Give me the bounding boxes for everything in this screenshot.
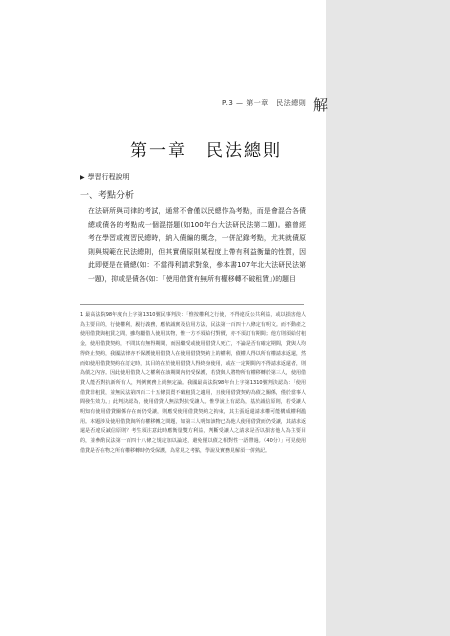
- guide-label: 學習行程說明: [87, 173, 130, 181]
- body-text: [88, 205, 306, 286]
- chapter-title: 第一章 民法總則: [130, 141, 282, 161]
- footnote-number: 1: [80, 312, 84, 318]
- section-title: 一、考點分析: [80, 191, 135, 201]
- running-head-side-char: 解: [313, 96, 329, 114]
- footnote-text: 最高法院98年度台上字第1310號民事判決：「惟按權利之行使，不得違反公共利益，或以損害他人為主要目的，行使權利，履行義務，應依誠實及信用方法，民法第一百四十八條定有明文。而不動產之使用借貸與租賃之間，雖均屬借人使用其物，惟一方不須給付對價，亦不須訂有期間；他方則須給付租金，使用借貸契約，不問其有無得期間，而因繼受或使用借貸人死亡，不論是否有確定期間，貸與人均得終止契約，我國法律亦不保護使用借貸人在使用借貸契約上的權利，債權人得以所有權請求返還，然而如使用借貸契約在訂定時，其目的在於使用借貸人得終身使用，或在一定期間內不得請求返還者，則為債之內容。因此使用借貸人之權利在該期間內仍受保護，若貸與人將物所有權移轉於第三人，使用借貸人能否對抗新所有人，判例實務上尚無定論。我國最高法院98年台上字第1310號判決認為：「使用借貸非租賃，並無民法第四百二十五條買賣不破租賃之適用，且使用借貸契約為債之關係，僅於當事人間發生效力。」此判決認為，使用借貸人無法對抗受讓人。惟學說上有認為，基於誠信原則，若受讓人明知有使用借貸關係存在而仍受讓，則應受使用借貸契約之拘束，其主張返還請求權可能構成權利濫用。本題涉及使用借貸與所有權移轉之問題，如第三人明知該物已為他人使用借貸而仍受讓，其請求返還是否違反誠信原則？考生須注意此時應衡量雙方利益，判斷受讓人之請求是否以損害他人為主要目的，並參酌民法第一百四十八條之規定加以論述，避免僅以債之相對性一語帶過。（40分）」可見使用借貸是否在物之所有權移轉時仍受保護，為常見之考點，學說及實務見解須一併熟記。: [80, 312, 306, 454]
- running-head: P.3 — 第一章 民法總則: [222, 99, 307, 107]
- footnote: [80, 311, 306, 457]
- footnote-divider: [80, 304, 304, 305]
- bullet-arrow-icon: ▶: [80, 173, 85, 181]
- body-paragraph: 在法研所與司律的考試，通常不會僅以民總作為考點，而是會混合各債總或債各的考點成一個混搭題(如100年台大法研民法第二題)。雖曾經考在學習或複習民總時，納入債編的概念，一併記錄考點，尤其就債原則與規範在民法總則，但其實債原則某程度上帶有利益衡量的性質，因此即便是在債總(如：不當得利請求對象，參本書107年北大法研民法第一題)，抑或是債各(如：「使用借貸有無所有權移轉不破租賃」)的題目: [88, 207, 306, 283]
- guide-heading: [80, 172, 130, 182]
- page-margin-band: [326, 0, 450, 636]
